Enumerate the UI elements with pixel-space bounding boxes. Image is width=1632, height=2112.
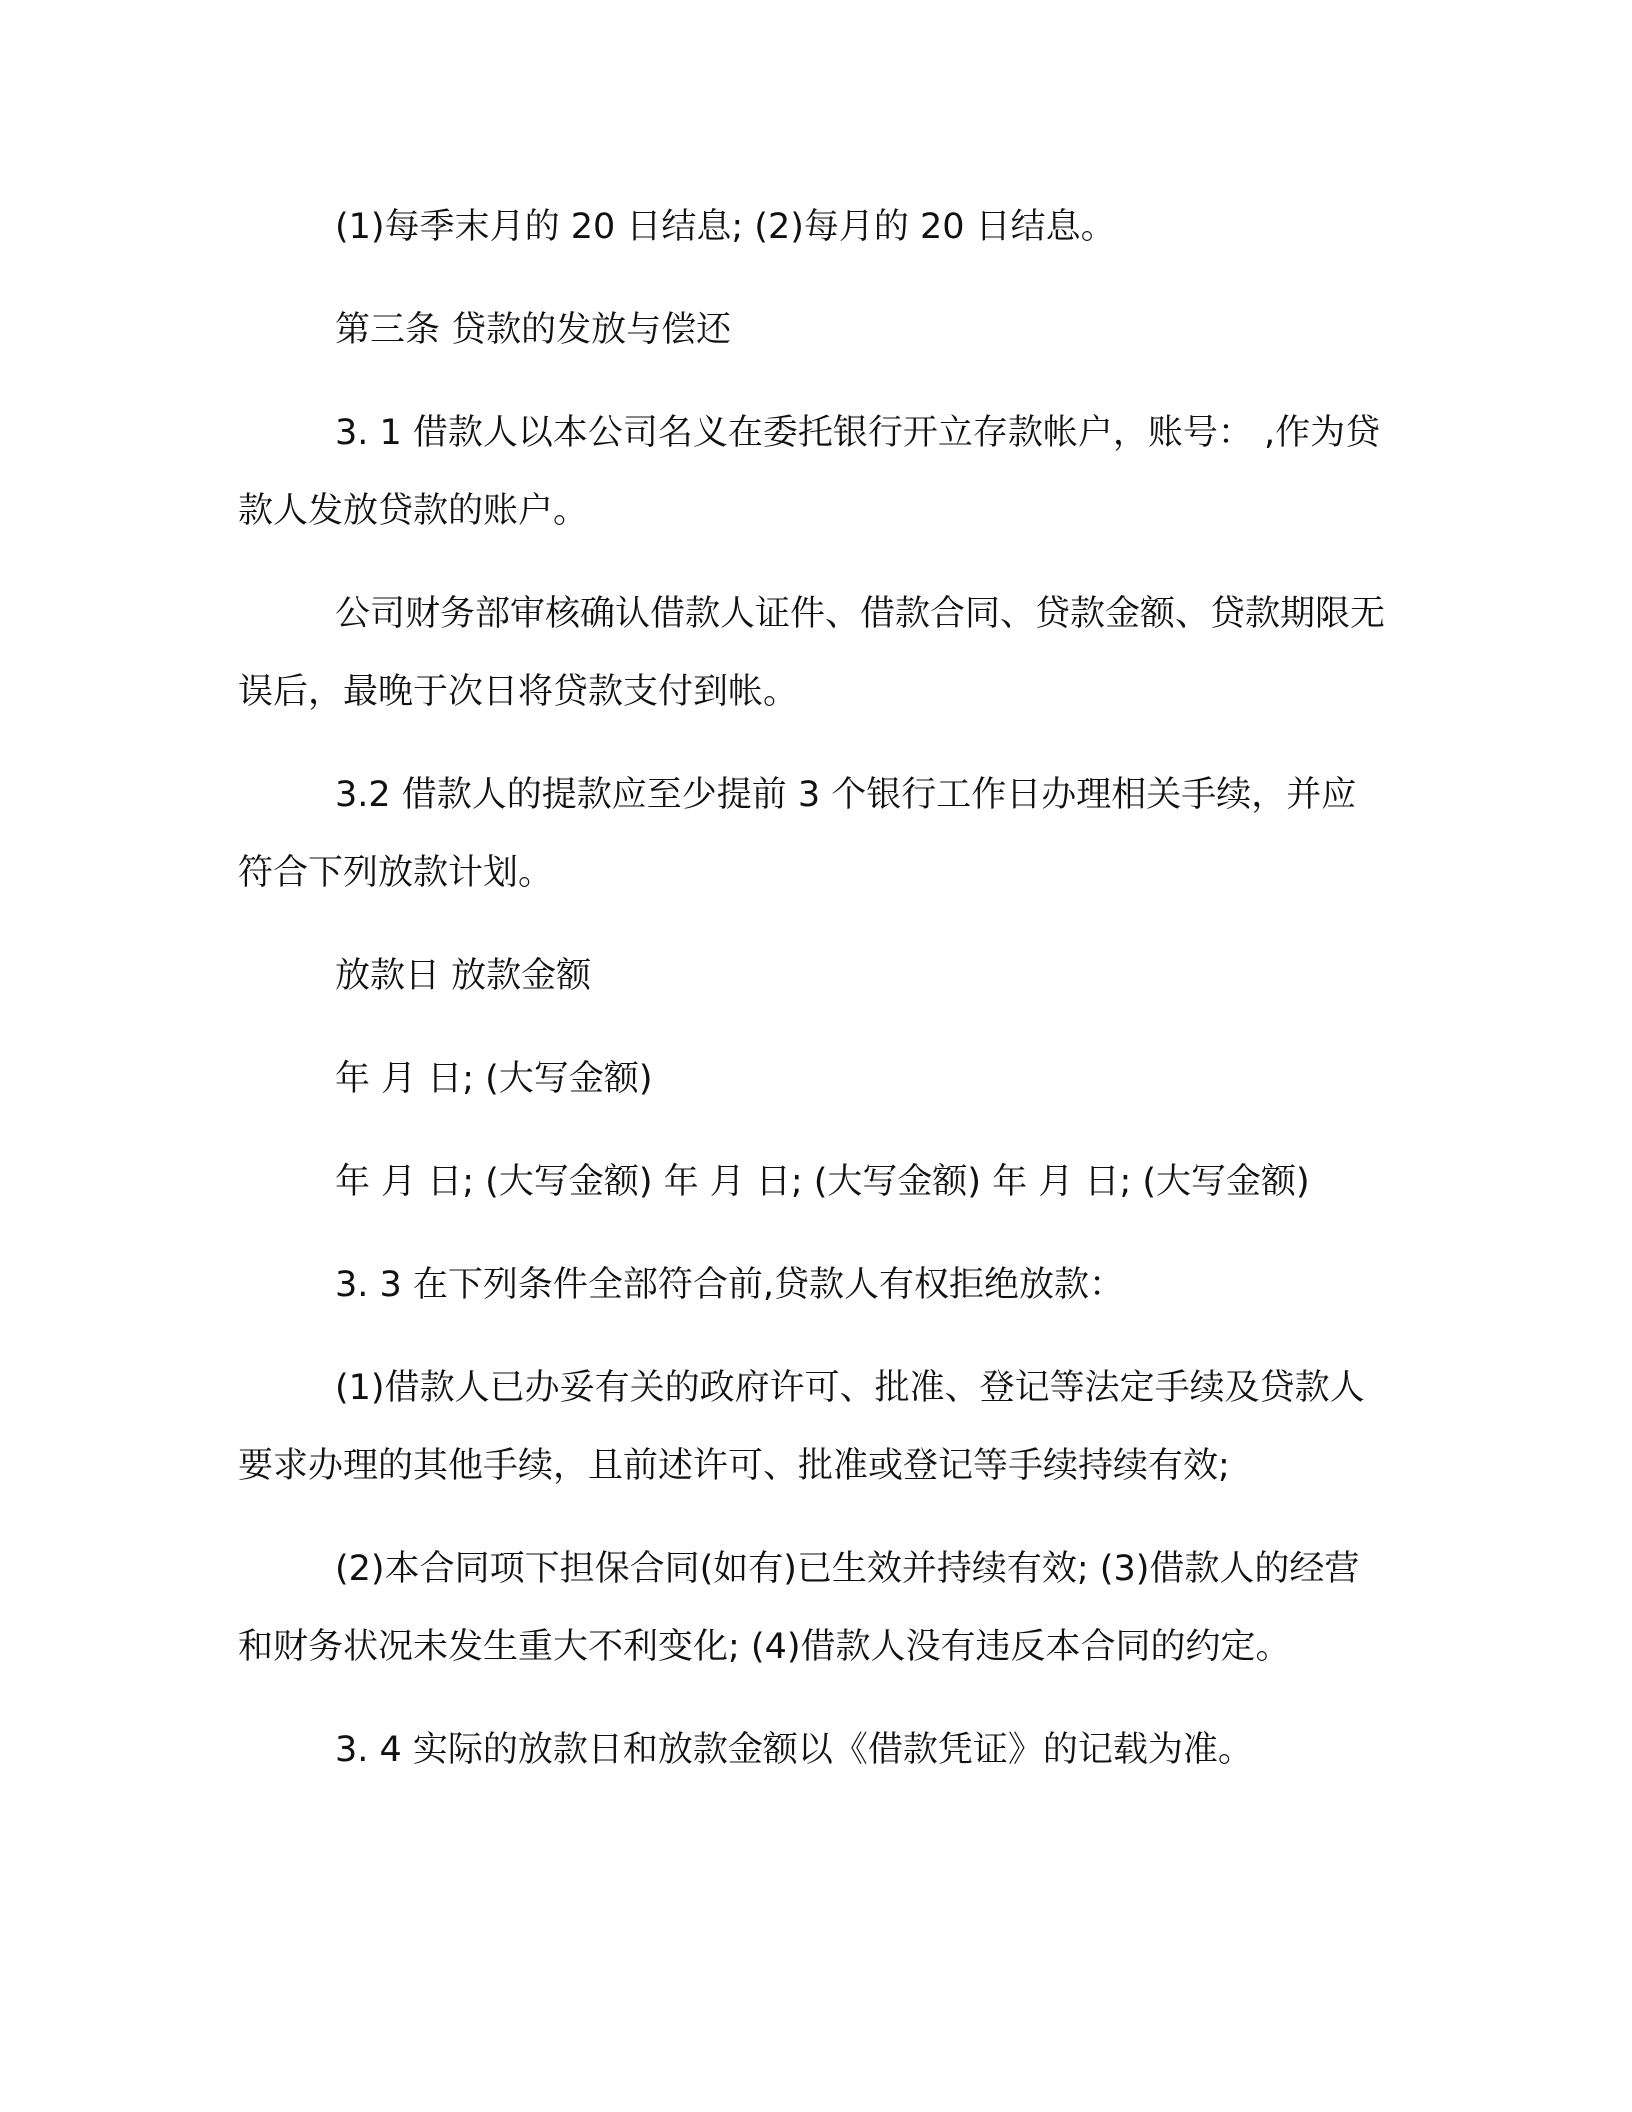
paragraph-schedule-row-2: 年 月 日; (大写金额) 年 月 日; (大写金额) 年 月 日; (大写金额) (335, 1162, 1310, 1202)
paragraph-conditions-2-4: (2)本合同项下担保合同(如有)已生效并持续有效; (3)借款人的经营和财务状况未发生重大不利变化; (4)借款人没有违反本合同的约定。 (238, 1549, 1360, 1667)
paragraph-article-three-heading: 第三条 贷款的发放与偿还 (335, 310, 732, 350)
paragraph-clause-3-4: 3. 4 实际的放款日和放款金额以《借款凭证》的记载为准。 (335, 1730, 1253, 1770)
paragraph-finance-review: 公司财务部审核确认借款人证件、借款合同、贷款金额、贷款期限无误后，最晚于次日将贷款支付到帐。 (238, 594, 1386, 712)
paragraph-clause-3-1: 3. 1 借款人以本公司名义在委托银行开立存款帐户，账号： ,作为贷款人发放贷款的账户。 (238, 413, 1381, 531)
document-body (238, 188, 1388, 1814)
paragraph-clause-3-2: 3.2 借款人的提款应至少提前 3 个银行工作日办理相关手续，并应符合下列放款计划。 (238, 775, 1357, 893)
paragraph-condition-1: (1)借款人已办妥有关的政府许可、批准、登记等法定手续及贷款人要求办理的其他手续，且前述许可、批准或登记等手续持续有效; (238, 1368, 1365, 1486)
paragraph-interest-settlement: (1)每季末月的 20 日结息; (2)每月的 20 日结息。 (335, 207, 1116, 247)
paragraph-schedule-header: 放款日 放款金额 (335, 956, 592, 996)
paragraph-clause-3-3: 3. 3 在下列条件全部符合前,贷款人有权拒绝放款： (335, 1265, 1125, 1305)
paragraph-schedule-row-1: 年 月 日; (大写金额) (335, 1059, 653, 1099)
